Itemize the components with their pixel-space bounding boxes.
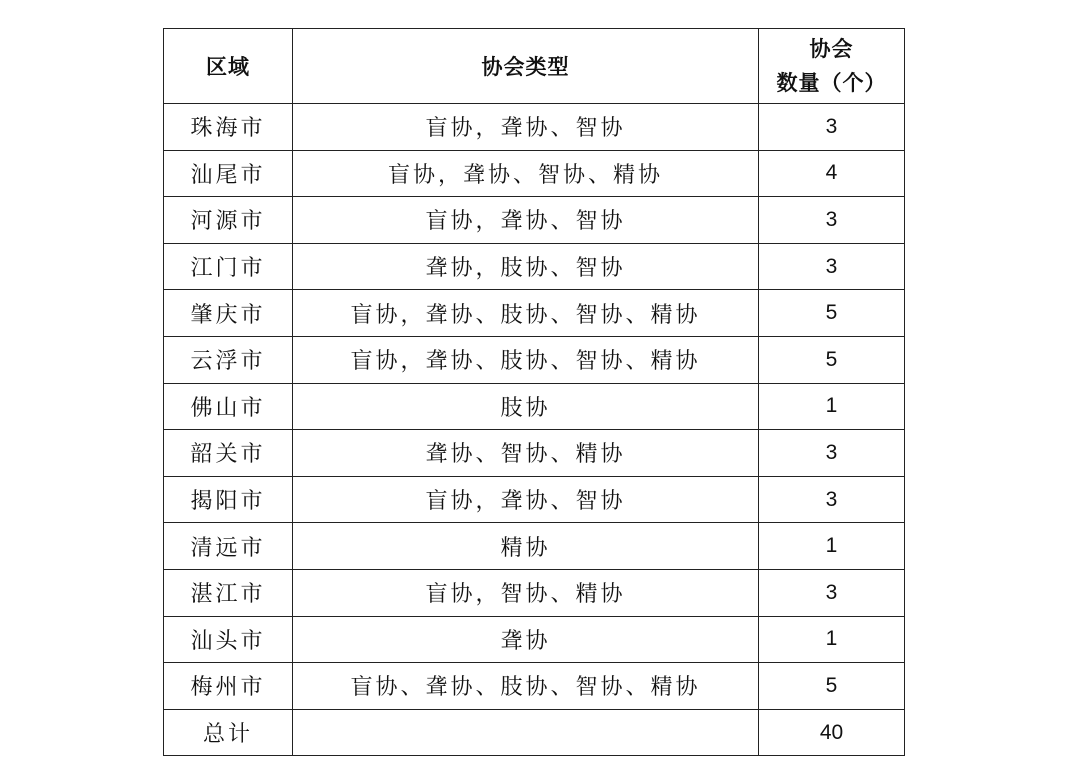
table-row xyxy=(164,523,905,570)
cell-types: 盲协，聋协、智协 xyxy=(293,476,759,523)
cell-region: 汕头市 xyxy=(164,616,293,663)
cell-types: 肢协 xyxy=(293,383,759,430)
total-label: 总计 xyxy=(164,709,293,756)
cell-types: 盲协，聋协、智协 xyxy=(293,197,759,244)
cell-region: 佛山市 xyxy=(164,383,293,430)
table-row xyxy=(164,243,905,290)
header-count-line1: 协会 xyxy=(809,36,854,61)
cell-region: 韶关市 xyxy=(164,430,293,477)
cell-types: 聋协，肢协、智协 xyxy=(293,243,759,290)
cell-types: 盲协，聋协、肢协、智协、精协 xyxy=(293,290,759,337)
cell-types: 盲协、聋协、肢协、智协、精协 xyxy=(293,663,759,710)
cell-region: 揭阳市 xyxy=(164,476,293,523)
cell-types: 精协 xyxy=(293,523,759,570)
cell-count: 5 xyxy=(759,290,905,337)
table-row xyxy=(164,336,905,383)
table-row xyxy=(164,383,905,430)
cell-region: 梅州市 xyxy=(164,663,293,710)
cell-types: 盲协，聋协、智协、精协 xyxy=(293,150,759,197)
cell-types: 盲协，聋协、智协 xyxy=(293,104,759,151)
header-count-line2: 数量（个） xyxy=(776,70,887,95)
table-body xyxy=(164,104,905,756)
table-header xyxy=(164,29,905,104)
cell-region: 肇庆市 xyxy=(164,290,293,337)
cell-count: 3 xyxy=(759,476,905,523)
cell-count: 1 xyxy=(759,383,905,430)
table-row xyxy=(164,197,905,244)
header-association-count xyxy=(759,29,905,104)
total-count: 40 xyxy=(759,709,905,756)
cell-types: 盲协，聋协、肢协、智协、精协 xyxy=(293,336,759,383)
cell-count: 3 xyxy=(759,430,905,477)
cell-count: 5 xyxy=(759,663,905,710)
total-types xyxy=(293,709,759,756)
table-row xyxy=(164,150,905,197)
total-row xyxy=(164,709,905,756)
cell-count: 3 xyxy=(759,104,905,151)
header-row xyxy=(164,29,905,104)
cell-region: 江门市 xyxy=(164,243,293,290)
cell-count: 5 xyxy=(759,336,905,383)
cell-count: 3 xyxy=(759,243,905,290)
table-row xyxy=(164,430,905,477)
cell-region: 珠海市 xyxy=(164,104,293,151)
cell-count: 1 xyxy=(759,523,905,570)
cell-types: 聋协 xyxy=(293,616,759,663)
table-row xyxy=(164,476,905,523)
cell-count: 3 xyxy=(759,197,905,244)
cell-region: 汕尾市 xyxy=(164,150,293,197)
table-row xyxy=(164,569,905,616)
cell-count: 4 xyxy=(759,150,905,197)
cell-count: 3 xyxy=(759,569,905,616)
cell-region: 河源市 xyxy=(164,197,293,244)
table-row xyxy=(164,104,905,151)
header-association-type: 协会类型 xyxy=(293,29,759,104)
cell-types: 盲协，智协、精协 xyxy=(293,569,759,616)
cell-region: 云浮市 xyxy=(164,336,293,383)
table-row xyxy=(164,616,905,663)
cell-region: 湛江市 xyxy=(164,569,293,616)
cell-types: 聋协、智协、精协 xyxy=(293,430,759,477)
cell-region: 清远市 xyxy=(164,523,293,570)
cell-count: 1 xyxy=(759,616,905,663)
table-row xyxy=(164,663,905,710)
header-region: 区域 xyxy=(164,29,293,104)
association-table xyxy=(163,28,905,756)
table-row xyxy=(164,290,905,337)
